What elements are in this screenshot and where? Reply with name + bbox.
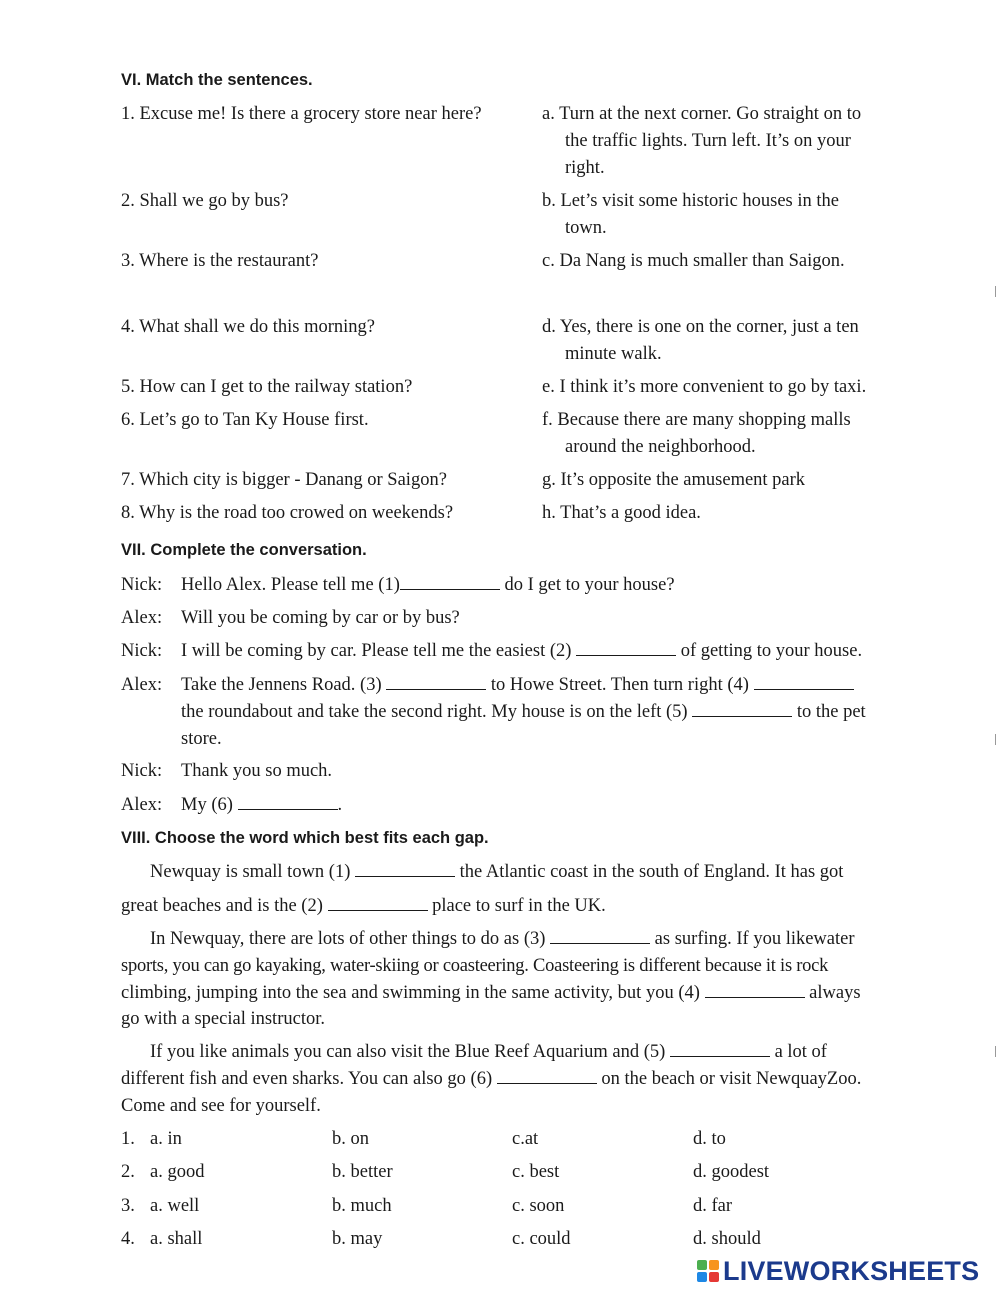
option-1d[interactable]: d. to bbox=[693, 1129, 726, 1149]
answer-a-line-1: a. Turn at the next corner. Go straight on to bbox=[542, 104, 862, 124]
passage-gap-4[interactable] bbox=[705, 983, 805, 998]
conversation-line-6: My (6) . bbox=[181, 795, 343, 815]
answer-g: g. It’s opposite the amusement park bbox=[542, 470, 806, 490]
option-1a[interactable]: a. in bbox=[150, 1129, 182, 1149]
speaker-nick-2: Nick: bbox=[121, 641, 163, 661]
gap-2-input[interactable] bbox=[576, 641, 676, 656]
speaker-alex-1: Alex: bbox=[121, 608, 163, 628]
gap-1-input[interactable] bbox=[400, 575, 500, 590]
liveworksheets-logo-icon bbox=[697, 1260, 719, 1282]
passage-line-9: Come and see for yourself. bbox=[121, 1096, 321, 1116]
margin-tick bbox=[995, 1046, 996, 1057]
question-1: 1. Excuse me! Is there a grocery store near here? bbox=[121, 104, 482, 124]
question-8: 8. Why is the road too crowed on weekends? bbox=[121, 503, 454, 523]
answer-b-line-1: b. Let’s visit some historic houses in the bbox=[542, 191, 840, 211]
option-1c[interactable]: c.at bbox=[512, 1129, 539, 1149]
speaker-nick-1: Nick: bbox=[121, 575, 163, 595]
answer-b-line-2: town. bbox=[565, 218, 607, 238]
passage-line-7: If you like animals you can also visit the Blue Reef Aquarium and (5) a lot of bbox=[150, 1042, 827, 1062]
option-3b[interactable]: b. much bbox=[332, 1196, 392, 1216]
option-2b[interactable]: b. better bbox=[332, 1162, 393, 1182]
passage-gap-1[interactable] bbox=[355, 862, 455, 877]
answer-c: c. Da Nang is much smaller than Saigon. bbox=[542, 251, 845, 271]
margin-tick bbox=[995, 286, 996, 297]
speaker-nick-3: Nick: bbox=[121, 761, 163, 781]
passage-line-4: sports, you can go kayaking, water-skiing or coasteering. Coasteering is different because it is rock bbox=[121, 956, 829, 976]
answer-f-line-1: f. Because there are many shopping malls bbox=[542, 410, 851, 430]
answer-a-line-3: right. bbox=[565, 158, 605, 178]
option-row-1: 1. a. in b. on c.at d. to bbox=[121, 1129, 726, 1149]
option-4a[interactable]: a. shall bbox=[150, 1229, 203, 1249]
option-1b[interactable]: b. on bbox=[332, 1129, 369, 1149]
question-7: 7. Which city is bigger - Danang or Saigon? bbox=[121, 470, 447, 490]
conversation-line-2: Will you be coming by car or by bus? bbox=[181, 608, 460, 628]
question-5: 5. How can I get to the railway station? bbox=[121, 377, 413, 397]
answer-e: e. I think it’s more convenient to go by taxi. bbox=[542, 377, 867, 397]
conversation-line-4b: the roundabout and take the second right. My house is on the left (5) to the pet bbox=[181, 702, 866, 722]
conversation-line-3: I will be coming by car. Please tell me the easiest (2) of getting to your house. bbox=[181, 641, 863, 661]
answer-h: h. That’s a good idea. bbox=[542, 503, 701, 523]
conversation-line-4: Take the Jennens Road. (3) to Howe Street. Then turn right (4) bbox=[181, 675, 854, 696]
passage-line-2: great beaches and is the (2) place to surf in the UK. bbox=[121, 896, 606, 916]
answer-a-line-2: the traffic lights. Turn left. It’s on your bbox=[565, 131, 851, 151]
passage-gap-2[interactable] bbox=[328, 896, 428, 911]
passage-gap-5[interactable] bbox=[670, 1042, 770, 1057]
option-3a[interactable]: a. well bbox=[150, 1196, 200, 1216]
option-4b[interactable]: b. may bbox=[332, 1229, 383, 1249]
option-3c[interactable]: c. soon bbox=[512, 1196, 565, 1216]
question-2: 2. Shall we go by bus? bbox=[121, 191, 289, 211]
answer-f-line-2: around the neighborhood. bbox=[565, 437, 756, 457]
conversation-line-5: Thank you so much. bbox=[181, 761, 333, 781]
option-row-4: 4. a. shall b. may c. could d. should bbox=[121, 1229, 761, 1249]
option-row-3: 3. a. well b. much c. soon d. far bbox=[121, 1196, 733, 1216]
liveworksheets-logo-text: LIVEWORKSHEETS bbox=[723, 1255, 980, 1286]
passage-gap-6[interactable] bbox=[497, 1069, 597, 1084]
gap-3-input[interactable] bbox=[386, 675, 486, 690]
option-4c[interactable]: c. could bbox=[512, 1229, 571, 1249]
margin-tick bbox=[995, 734, 996, 745]
gap-6-input[interactable] bbox=[238, 795, 338, 810]
passage-line-3: In Newquay, there are lots of other things to do as (3) as surfing. If you likewater bbox=[150, 929, 855, 949]
option-2d[interactable]: d. goodest bbox=[693, 1162, 770, 1182]
passage-line-1: Newquay is small town (1) the Atlantic coast in the south of England. It has got bbox=[150, 862, 844, 882]
passage-line-5: climbing, jumping into the sea and swimming in the same activity, but you (4) always bbox=[121, 983, 861, 1003]
answer-d-line-1: d. Yes, there is one on the corner, just a ten bbox=[542, 317, 859, 337]
gap-4-input[interactable] bbox=[754, 675, 854, 690]
section-7-heading: VII. Complete the conversation. bbox=[121, 541, 367, 559]
liveworksheets-logo bbox=[697, 1255, 979, 1287]
passage-line-8: different fish and even sharks. You can also go (6) on the beach or visit NewquayZoo. bbox=[121, 1069, 862, 1089]
option-3d[interactable]: d. far bbox=[693, 1196, 733, 1216]
section-6-heading: VI. Match the sentences. bbox=[121, 71, 313, 89]
gap-5-input[interactable] bbox=[692, 702, 792, 717]
question-6: 6. Let’s go to Tan Ky House first. bbox=[121, 410, 369, 430]
speaker-alex-3: Alex: bbox=[121, 795, 163, 815]
conversation-line-4c: store. bbox=[181, 729, 222, 749]
passage-line-6: go with a special instructor. bbox=[121, 1009, 325, 1029]
question-4: 4. What shall we do this morning? bbox=[121, 317, 375, 337]
answer-d-line-2: minute walk. bbox=[565, 344, 662, 364]
passage-gap-3[interactable] bbox=[550, 929, 650, 944]
option-2a[interactable]: a. good bbox=[150, 1162, 205, 1182]
section-8-heading: VIII. Choose the word which best fits each gap. bbox=[121, 829, 489, 847]
conversation-line-1: Hello Alex. Please tell me (1) do I get to your house? bbox=[181, 575, 675, 595]
speaker-alex-2: Alex: bbox=[121, 675, 163, 695]
option-4d[interactable]: d. should bbox=[693, 1229, 761, 1249]
question-3: 3. Where is the restaurant? bbox=[121, 251, 319, 271]
option-row-2: 2. a. good b. better c. best d. goodest bbox=[121, 1162, 770, 1182]
option-2c[interactable]: c. best bbox=[512, 1162, 560, 1182]
